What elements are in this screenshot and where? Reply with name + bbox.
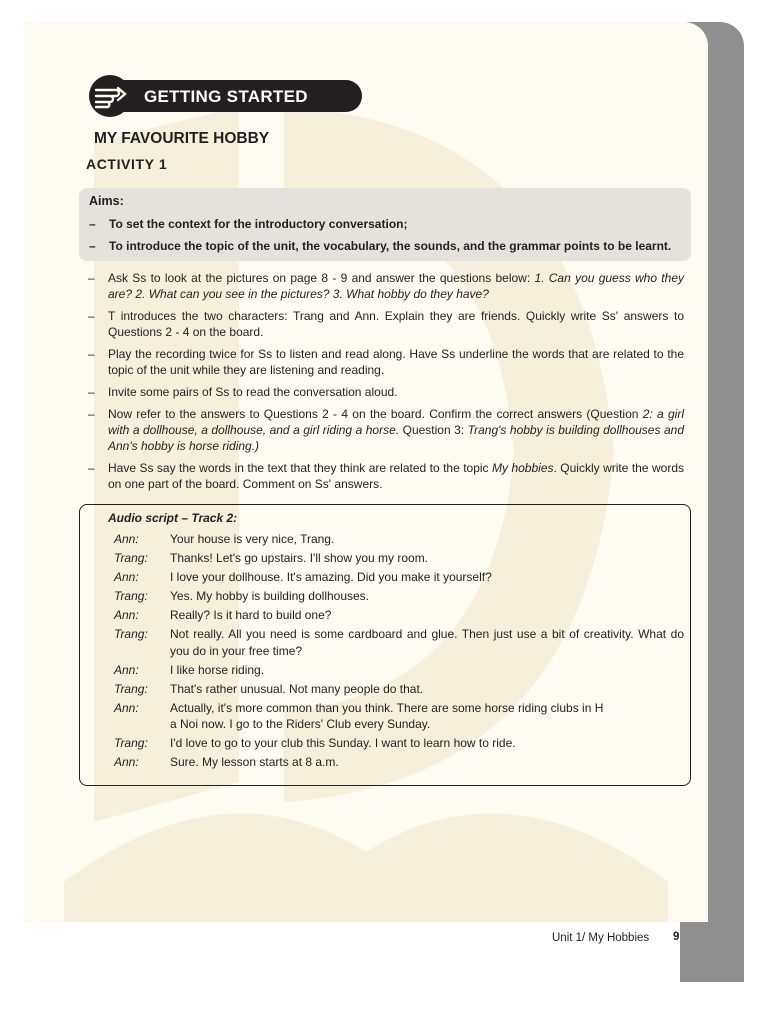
dialogue-line: Trang: That's rather unusual. Not many people do that. (114, 681, 424, 696)
procedure-step: – Play the recording twice for Ss to listen and read along. Have Ss underline the words that are related to the topic of the unit while they are listening and reading. (88, 347, 684, 377)
pointing-hand-icon (88, 74, 132, 118)
procedure-list (86, 270, 684, 498)
aims-box (79, 188, 691, 261)
dialogue-line: Ann: I love your dollhouse. It's amazing. Did you make it yourself? (114, 570, 492, 584)
aims-heading: Aims: (89, 194, 124, 208)
dialogue-line: Trang: I'd love to go to your club this Sunday. I want to learn how to ride. (114, 736, 516, 750)
dialogue-line: Ann: I like horse riding. (114, 662, 265, 677)
section-banner (88, 74, 364, 118)
footer-unit-label: Unit 1/ My Hobbies (552, 932, 650, 944)
dialogue-line: Trang: Yes. My hobby is building dollhouses. (114, 589, 370, 603)
banner-label: GETTING STARTED (144, 87, 308, 106)
book-page (24, 22, 708, 944)
activity-title: ACTIVITY 1 (86, 156, 168, 172)
dialogue-line: Trang: Thanks! Let's go upstairs. I'll show you my room. (114, 551, 429, 565)
dialogue-line: Ann: Really? Is it hard to build one? (114, 608, 332, 622)
procedure-step: – Have Ss say the words in the text that they think are related to the topic My hobbies. Quickly write the words on one part of the board. Comment on Ss' answers. (88, 461, 684, 491)
aim-item: – To set the context for the introductory conversation; (89, 217, 408, 231)
procedure-step: – Now refer to the answers to Questions 2 - 4 on the board. Confirm the correct answers (Question 2: a girl with a dollhouse, a dollhouse, and a girl riding a horse. Question 3: Trang's hobby is building dollhouses and Ann's hobby is horse riding.) (88, 407, 684, 453)
dialogue-line: Ann: Actually, it's more common than you think. There are some horse riding clubs in H a Noi now. I go to the Riders' Club every Sunday. (114, 700, 604, 731)
procedure-step: – T introduces the two characters: Trang and Ann. Explain they are friends. Quickly write Ss' answers to Questions 2 - 4 on the board. (88, 309, 684, 339)
audio-script-title: Audio script – Track 2: (108, 511, 238, 525)
page-number: 9 (673, 931, 680, 943)
procedure-step: – Invite some pairs of Ss to read the conversation aloud. (88, 385, 398, 399)
dialogue-line: Ann: Your house is very nice, Trang. (114, 532, 335, 546)
dialogue (114, 531, 684, 773)
dialogue-line: Trang: Not really. All you need is some cardboard and glue. Then just use a bit of creativity. What do you do in your free time? (114, 627, 684, 658)
procedure-step: – Ask Ss to look at the pictures on page 8 - 9 and answer the questions below: 1. Can you guess who they are? 2. What can you see in the pictures? 3. What hobby do they have? (88, 271, 684, 301)
aim-item: – To introduce the topic of the unit, the vocabulary, the sounds, and the grammar points to be learnt. (89, 239, 672, 253)
audio-script-box (79, 504, 691, 786)
lesson-title: MY FAVOURITE HOBBY (94, 130, 270, 147)
dialogue-line: Ann: Sure. My lesson starts at 8 a.m. (114, 755, 339, 769)
